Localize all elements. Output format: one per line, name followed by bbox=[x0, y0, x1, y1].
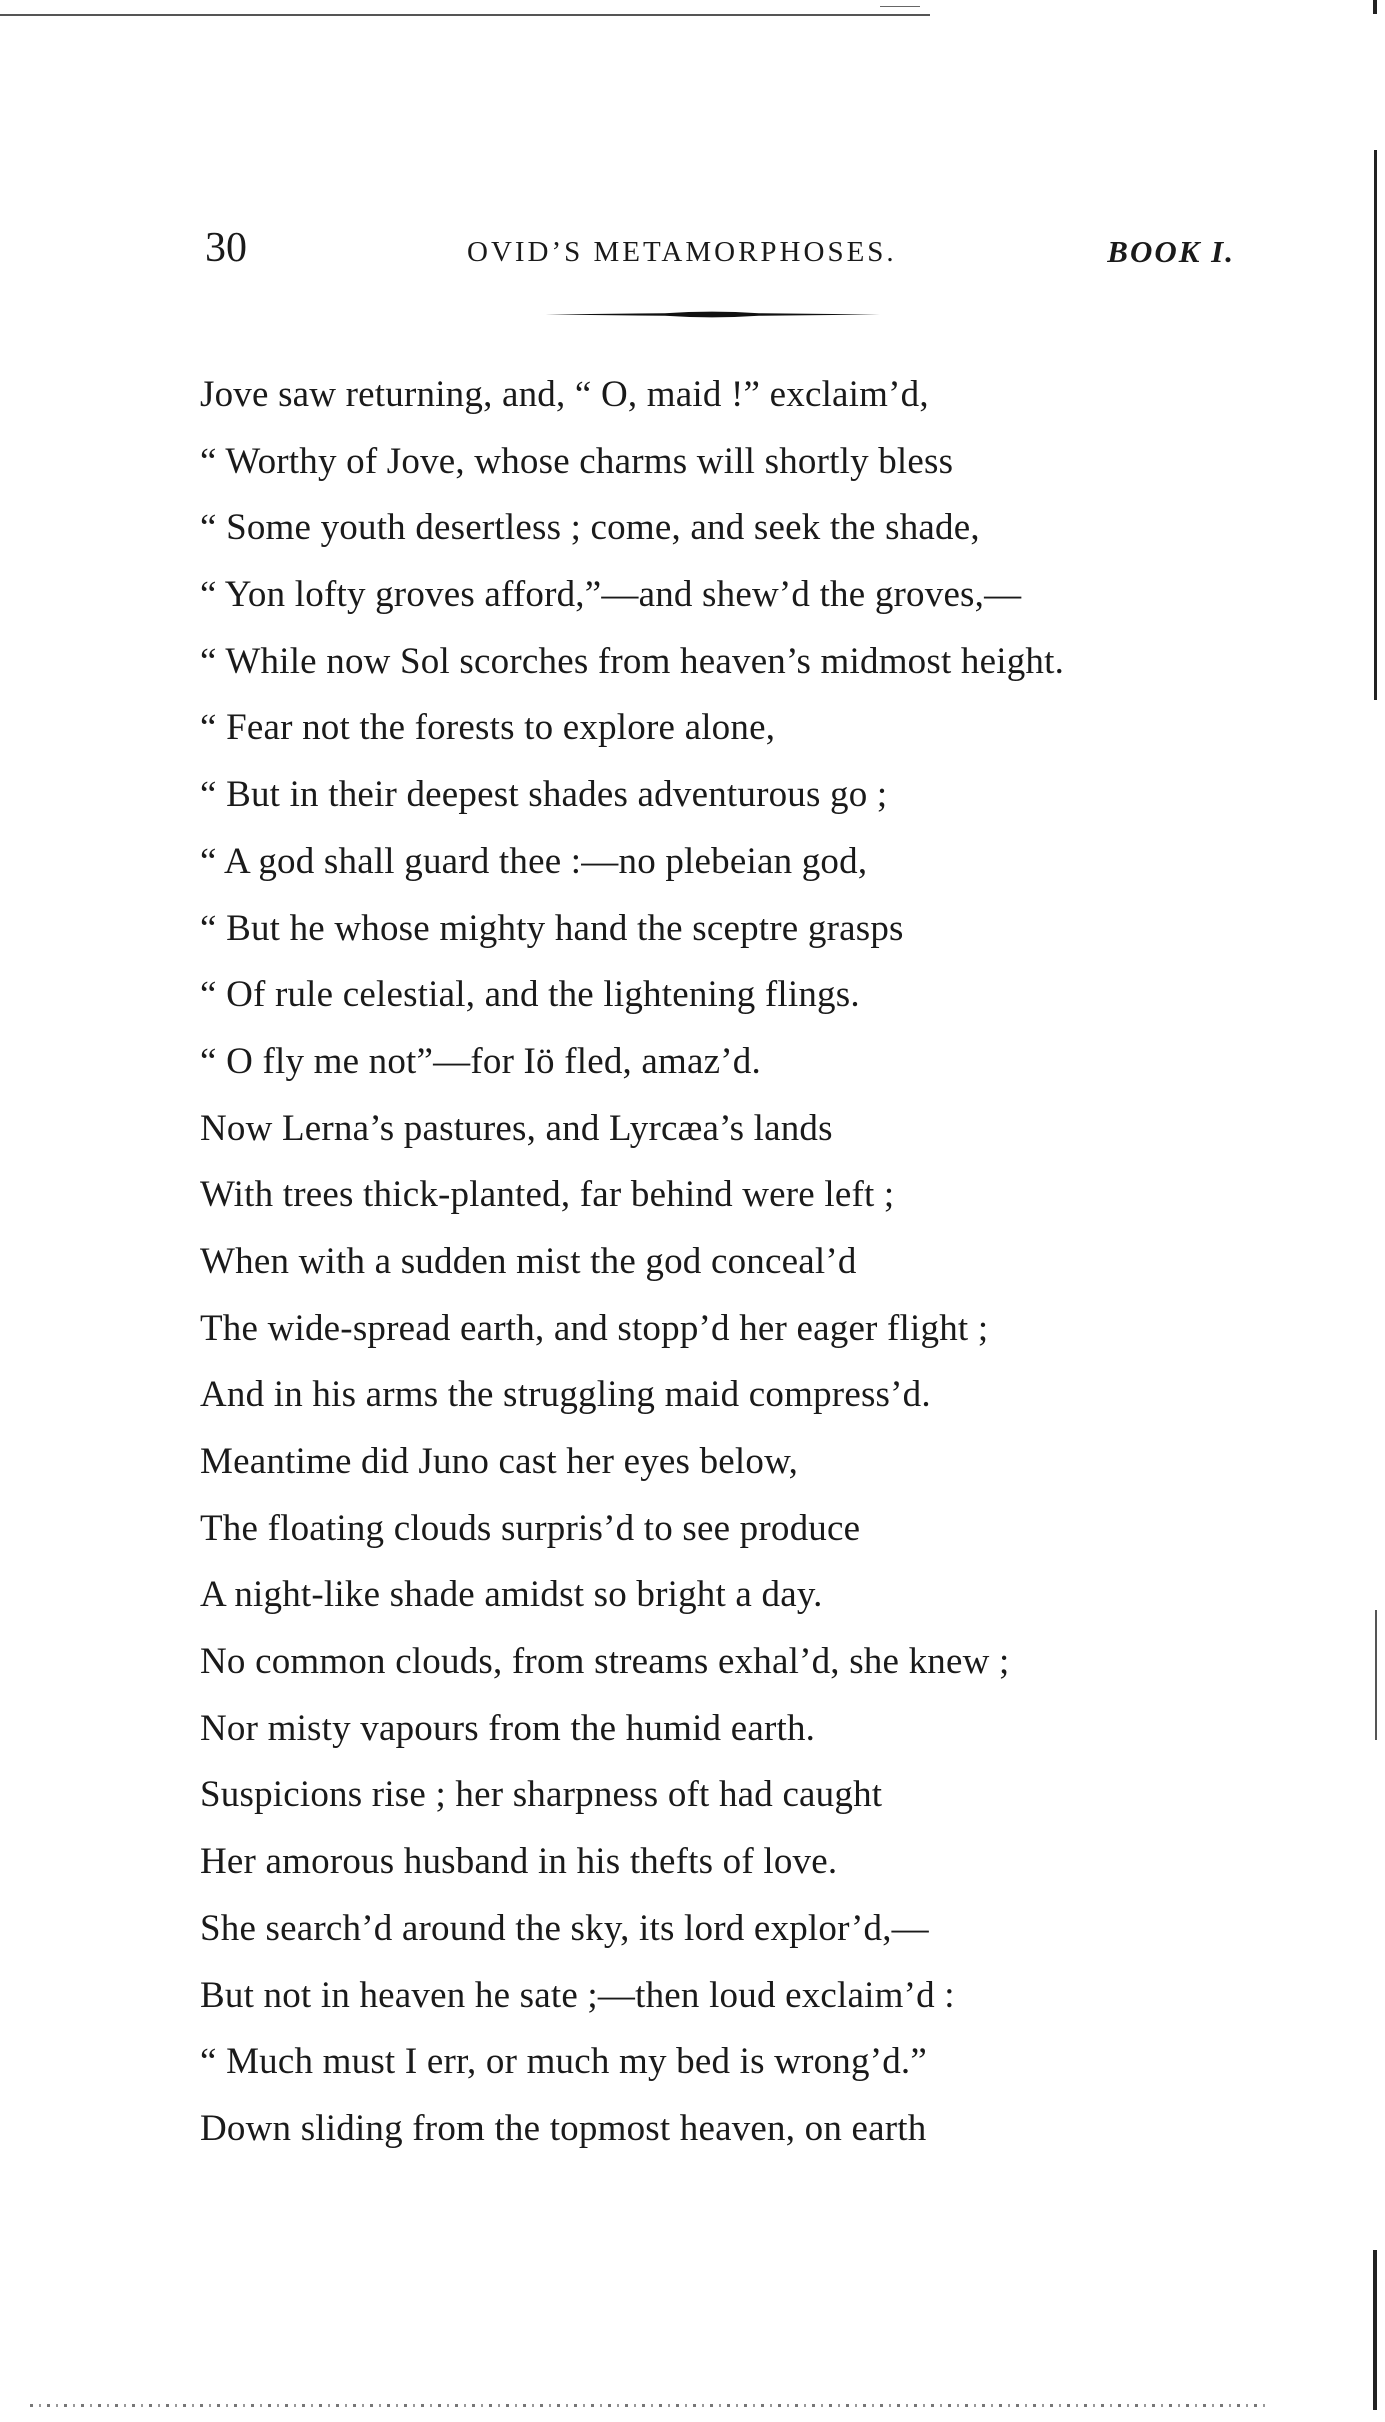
poem-line: Nor misty vapours from the humid earth. bbox=[200, 1707, 816, 1749]
poem-line: Jove saw returning, and, “ O, maid !” exclaim’d, bbox=[200, 374, 929, 415]
page-edge-shadow bbox=[1373, 2250, 1377, 2410]
poem-line: “ But in their deepest shades adventurous go ; bbox=[200, 774, 888, 816]
poem-line: “ Some youth desertless ; come, and seek the shade, bbox=[200, 507, 980, 549]
poem-line: The floating clouds surpris’d to see produce bbox=[200, 1507, 861, 1549]
running-header bbox=[205, 218, 1235, 278]
poem-line: Now Lerna’s pastures, and Lyrcæa’s lands bbox=[200, 1107, 833, 1149]
ornamental-rule bbox=[545, 310, 880, 319]
running-title: OVID’S METAMORPHOSES. bbox=[467, 236, 897, 268]
poem-line: “ Fear not the forests to explore alone, bbox=[200, 707, 776, 749]
page-edge-shadow bbox=[1375, 1610, 1377, 1740]
poem-line: “ While now Sol scorches from heaven’s midmost height. bbox=[200, 640, 1065, 682]
poem-line: With trees thick-planted, far behind were left ; bbox=[200, 1174, 895, 1216]
poem-line: “ Yon lofty groves afford,”—and shew’d the groves,— bbox=[200, 574, 1022, 616]
page-number: 30 bbox=[205, 225, 247, 271]
poem-line: “ But he whose mighty hand the sceptre grasps bbox=[200, 907, 904, 949]
page-edge-shadow bbox=[1373, 0, 1377, 14]
poem-line: Meantime did Juno cast her eyes below, bbox=[200, 1441, 799, 1482]
poem-line: No common clouds, from streams exhal’d, she knew ; bbox=[200, 1641, 1010, 1683]
poem-line: She search’d around the sky, its lord explor’d,— bbox=[200, 1907, 929, 1949]
scan-top-rule bbox=[0, 14, 930, 16]
book-label: BOOK I. bbox=[1107, 234, 1235, 269]
poem-line: Her amorous husband in his thefts of love. bbox=[200, 1841, 838, 1883]
poem-line: “ Of rule celestial, and the lightening flings. bbox=[200, 974, 860, 1016]
poem-line: Suspicions rise ; her sharpness oft had caught bbox=[200, 1774, 883, 1816]
poem-line: Down sliding from the topmost heaven, on earth bbox=[200, 2107, 927, 2149]
poem-line: “ Worthy of Jove, whose charms will shortly bless bbox=[200, 440, 954, 482]
scan-top-rule-fragment bbox=[880, 6, 920, 7]
poem-line: And in his arms the struggling maid compress’d. bbox=[200, 1374, 931, 1416]
poem-line: “ A god shall guard thee :—no plebeian god, bbox=[200, 840, 868, 882]
poem-line: But not in heaven he sate ;—then loud exclaim’d : bbox=[200, 1974, 955, 2016]
poem-text bbox=[200, 362, 1260, 2163]
scan-bottom-edge bbox=[30, 2404, 1270, 2407]
page-edge-shadow bbox=[1374, 150, 1377, 700]
poem-line: “ O fly me not”—for Iö fled, amaz’d. bbox=[200, 1040, 761, 1082]
poem-line: When with a sudden mist the god conceal’d bbox=[200, 1240, 857, 1282]
poem-line: The wide-spread earth, and stopp’d her eager flight ; bbox=[200, 1307, 989, 1349]
poem-line: “ Much must I err, or much my bed is wrong’d.” bbox=[200, 2041, 927, 2083]
poem-line: A night-like shade amidst so bright a day. bbox=[200, 1574, 823, 1616]
